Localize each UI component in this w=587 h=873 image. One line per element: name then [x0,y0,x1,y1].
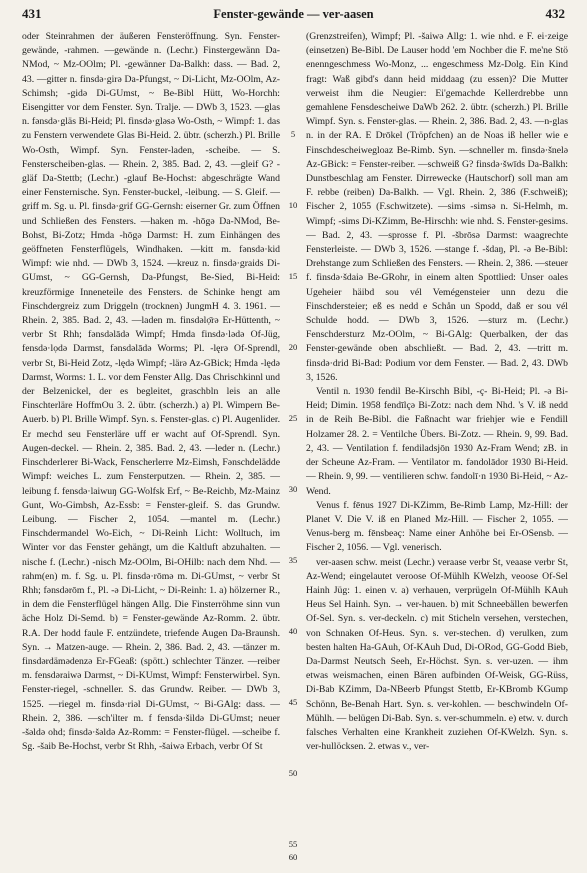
line-number: 15 [288,271,298,281]
line-number: 50 [288,768,298,778]
line-number: 20 [288,342,298,352]
line-number: 60 [288,852,298,862]
running-head: Fenster-gewände — ver-aasen [213,7,374,21]
right-paragraph: (Grenzstreifen), Wimpf; Pl. -šaiwə Allg: 1. wie nhd. e F. ei·zeige (einsetzen) Be-Bibl. De Lauser hodd 'em Nochber die F. me'ne Stö enenngeschmess Wo-Monz, ... engeschmess Mz-Dolg. Ein Kind fragt: Waß gibd's dann heid middaag (zu essen)? Die Mutter verweist ihm die Neugier: Ei'gemachde Kellerdrebbe unn gemahlene Fensdescheiwe DaWb 262. 2. übtr. (scherzh.) Pl. Brille Wimpf. Syn. s. Fenster-glas. — Rhein. 2, 386. Bad. 2, 43. —n-glas n. in der RA. E Drōkel (Tröpfchen) an de Noas iß heller wie e Finschdescheiwegloaz Be-Rimb. Syn. —schneller m. finsdə·šnelə Az-GBick: = Fenster-reiber. —schweiß G? finsdə·šwīds Da-Balkh: Dunstbeschlag am Fenster. Dirrewecke (Hautschorf) soll man am F. rebbe (reiben) Da-Balkh. — Vgl. Rhein. 2, 386 (F.schweiß); Fischer 2, 1055 (F.schwitzete). —sims -simsə n. Si-Helmh, m. Wimpf; -sims Di-KZimm, Be-Hirschh: wie nhd. S. Fenster-gesims. — Bad. 2, 43. —sprosse f. Pl. -šbrōsə Darmst: waagrechte Fensterleiste. — DWb 3, 1526. —stange f. -šdaŋ, Pl. -ə Be-Bibl: Drehstange zum Schließen des Fensters. — Rhein. 2, 386. —steuer f. finsdə·šdaiə Be-GRohr, in einem alten Spottlied: Unser oales Ugeheier häibd sou vél Vemégensteier unn dezu die Finschdersteier; eß es nedd e Schån un Spodd, daß er sou vél Schulde hodd. — DWb 3, 1526. —sturz m. (Lechr.) Fenschdersturz Mz-OOlm, ~ Bi-GAlg: Querbalken, der das Fenster-gewände oben abschließt. — Bad. 2, 43. —tritt m. finsdə·drid Bi-Bad: Podium vor dem Fenster. — Bad. 2, 43. DWb 3, 1526. [306,31,568,383]
right-paragraph: Ventil n. 1930 fendil Be-Kirschh Bibl, -ç- Bi-Heid; Pl. -ə Bi-Heid; Dimin. 1958 fendīlçə Bi-Zotz: nach dem Nhd. 's V. iß nedd in de Reih Be-Bibl. die Faßnacht war friehjer wie e Fendill Holzamer 28. 2. = Ventilche Übers. Bi-Zotz. — Rhein. 9, 99. Bad. 2, 43. — Ventilation f. fendiladsjōn 1930 Az-Fram Wend; zB. in der Scheune Az-Fram. — Ventilator m. fəndolādor 1930 Bi-Heid. — Rhein. 9, 99. — ventilieren schw. fəndolī·n 1930 Bi-Heid, ~ Az-Wend. [306,386,568,497]
line-number: 25 [288,413,298,423]
line-number: 45 [288,697,298,707]
right-paragraph: ver-aasen schw. meist (Lechr.) veraase verbr St, veaase verbr St, Az-Wend; eingelautet veroose Of-Mühlh KWelzh, veoose Of-Sel Hainh Jüg: 1. einen v. a) verhauen, verprügeln Of-Mühlh KAuh Heus Sel Hainh. Syn. → ver-hauen. b) mit Schneebällen bewerfen Of-Sel. Syn. s. ver-deckeln. c) mit Sticheln versehen, verstechen, von Schnaken Of-Heus. Syn. s. ver-stechen. d) verulken, zum besten halten Ha-GAuh, Of-KAuh Dud, Di-ORod, GG-Godd Bieb, Da-Darmst Neutsch Seeh, Er-Höchst. Syn. s. ver-uzen. — ihm etwas weismachen, einen Bären aufbinden Of-Weisk, GG-Rüss, Di-Bab KZimm, Da-NBeerb Pfungst Stettb, Er-KBromb KGump Schönn, Be-Benah Hart. Syn. s. ver-kohlen. — beschwindeln Of-Mühlh. — belügen Di-Bab. Syn. s. ver-schummeln. e) etw. v. durch falsches Verhalten eine Krankheit zuziehen Of-KWelzh. Syn. s. ver-hullöcksen. 2. etwas v., ver- [306,556,568,753]
page-number-left: 431 [22,6,42,21]
line-number: 10 [288,200,298,210]
left-paragraph: oder Steinrahmen der äußeren Fensteröffnung. Syn. Fenster-gewände, -rahmen. —gewände n. (Lechr.) Finstergewänn Da-NMod, ~ Mz-OOlm; Pl. -gewänner Da-Balkh: dass. — Bad. 2, 43. —gitter n. finsdə·girə Da-Pfungst, ~ Di-Licht, Mz-OOlm, Az-Schimsh; -gidə Di-GUmst, ~ Be-Bibl Hütt, Wo-Horchh: Eisengitter vor dem Fenster. Syn. Tralje. — DWb 3, 1523. —glas n. fənsdə·gläs Bi-Heid; Pl. finsdə·gləsə Wo-Osth, ~ Wimpf: 1. das zu Fenstern verwendete Glas Bi-Heid. 2. übtr. (scherzh.) Pl. Brille Wo-Osth, Wimpf. Syn. Fenster-laden, -scheibe. — S. Fensterscheiben-glas. — Rhein. 2, 385. Bad. 2, 43. —gleif G? -gläf Da-Stettb; (Lechr.) -glauf Be-Hochst: abgeschrägte Wand einer Fensternische. Syn. Fenster-buckel, -leibung. — S. Gleif. —griff m. Sg. u. Pl. finsdə·grif GG-Gernsh: eiserner Gr. zum Öffnen und Schließen des Fensters. —haken m. -hōgə Da-NMod, Be-Bohst, Bi-Zotz; Hmda -hōgə Darmst: H. zum Einhängen des geöffneten Fensterflügels, Windhaken. —kitt m. fənsdə·kid Wimpf: wie nhd. — DWb 3, 1524. —kreuz n. finsdə·graids Di-GUmst, ~ GG-Gernsh, Da-Pfungst, Be-Sied, Bi-Heid: kreuzförmige Inneneteile des Fensters. de Schinke hengt am Finschdergreiz zum Driggeln (trocknen) JungmH 4. 3. 1961. — Rhein. 2, 385. Bad. 2, 43. —laden m. finsdəlọ̄rə Er-Hüttenth, ~ verbr St Rhh; fənsdəlādə Wimpf; Hmda finsdə·lədə Of-Jüg, fensdə·lọdə Darmst, fənsdəlādə Worms; Pl. -lęrə Of-Sprendl, verbr St, Bi-Heid Zotz, -lędə Wimpf; -lärə Az-GBick; Hmda -lędə Darmst, Worms: 1. L. vor dem Fenster Allg. Das Chrischkinnl und der Belzenickel, der es begleitet, graschbln leis an alle Finschterläre HoffmOu 3. 2. übtr. (scherzh.) a) Pl. Wimpern Be-Auerb. b) Pl. Brille Wimpf. Syn. s. Fenster-glas. c) Pl. Augenlider. Er mechd seu Fensterläre uff er wacht auf Of-Sprendl. Syn. Augen-deckel. — Rhein. 2, 385. Bad. 2, 43. —leder n. (Lechr.) Finschderlerer Bi-Wack, Fenscherlerre Mz-Eimsh, Fənschdelädde Wimpf: weiches L. zum Fensterputzen. — Rhein. 2, 385. —leibung f. fensdə·laiwuŋ GG-Wolfsk Erf, ~ Be-Reichb, Mz-Mainz Gunt, Wo-Gimbsh, Az-Essb: = Fenster-gleif. S. das Grundw. Leibung. — Fischer 2, 1054. —mantel m. (Lechr.) Finschdermandel Wo-Eich, ~ Di-Reinh Licht: Wolltuch, im Winter vor das Fenster gehängt, um die Kaltluft abzuhalten. —nische f. (Lechr.) -nisch Mz-OOlm, Bi-OHilb: nach dem Nhd. —rahm(en) m. f. Sg. u. Pl. finsdə·rōmə m. Di-GUmst, ~ verbr St Rhh; fənsdərōm f., Pl. -ə Di-Licht, ~ Di-Reinh: 1. a) hölzerner R., in dem die Fensterflügel hängen Allg. Die Finsterröhme sinn vun äche Holz Di-Semd. b) = Fenster-gewände Az-Romm. 2. übtr. R.A. Der hodd faule F. entzündete, triefende Augen Da-Braunsh. Syn. → Matzen-auge. — Rhein. 2, 386. Bad. 2, 43. —tänzer m. finsdərdämədenzə Er-FGeaß: (spött.) schlechter Tänzer. —reiber m. fensdəraiwə Darmst, ~ Di-KUmst, Wimpf: Fensterwirbel. Syn. Fenster-riegel, -schneller. S. das Grundw. Reiber. — DWb 3, 1525. —riegel m. finsdə·riəl Di-GUmst, ~ Bi-GAlg: dass. — Rhein. 2, 386. —sch'ilter m. f fensdə·šildə Di-GUmst; neuer -šəldə ohd; finsdə·šəldə Az-Romm: = Fenster-flügel. —scheibe f. Sg. -šaib Be-Hochst, verbr St Rhh, -šaiwə Erbach, verbr Of St [22,31,280,753]
page-header [22,6,565,28]
line-number: 30 [288,484,298,494]
left-column [22,30,280,866]
right-paragraph: Venus f. fēnus 1927 Di-KZimm, Be-Rimb Lamp, Mz-Hill: der Planet V. Die V. iß en Planed Mz-Hill. — Fischer 2, 1055. — Venus-berg m. fēnsbeəç: Name einer Anhöhe bei Er-OSensb. — Fischer 2, 1056. — Vgl. venerisch. [306,499,568,554]
line-number: 5 [290,129,296,139]
line-number-gutter [283,30,303,866]
line-number: 40 [288,626,298,636]
right-column [306,30,568,866]
line-number: 55 [288,839,298,849]
page-number-right: 432 [545,6,565,21]
line-number: 35 [288,555,298,565]
